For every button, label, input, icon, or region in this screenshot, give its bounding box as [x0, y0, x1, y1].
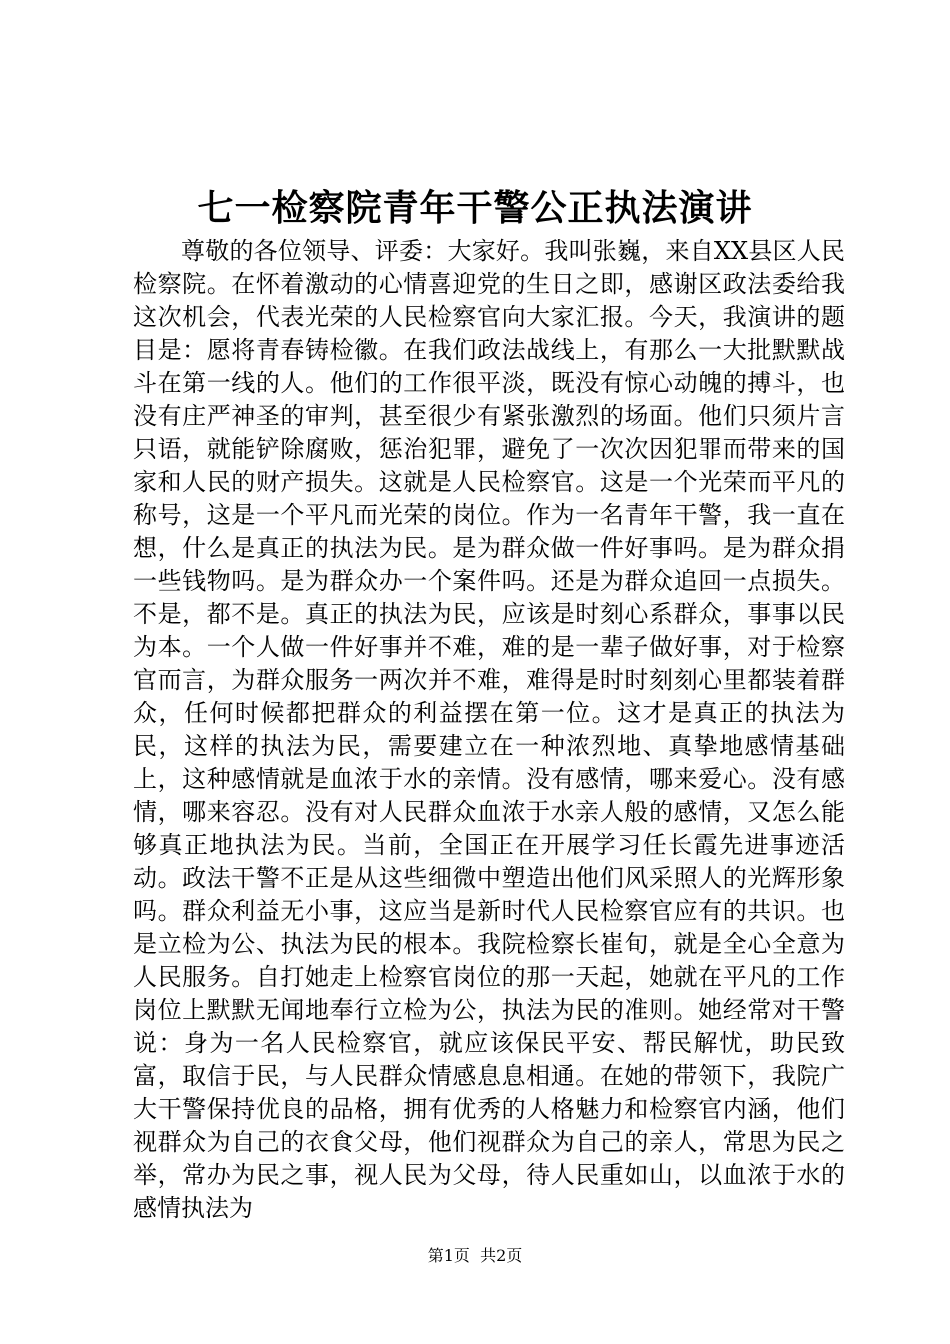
document-title: 七一检察院青年干警公正执法演讲	[197, 187, 753, 229]
page-number-current: 第1页	[427, 1246, 470, 1265]
footer-separator	[470, 1246, 480, 1265]
speech-paragraph: 尊敬的各位领导、评委：大家好。我叫张巍，来自XX县区人民检察院。在怀着激动的心情喜迎党的生日之即，感谢区政法委给我这次机会，代表光荣的人民检察官向大家汇报。今天，我演讲的题目是：愿将青春铸检徽。在我们政法战线上，有那么一大批默默战斗在第一线的人。他们的工作很平淡，既没有惊心动魄的搏斗，也没有庄严神圣的审判，甚至很少有紧张激烈的场面。他们只须片言只语，就能铲除腐败，惩治犯罪，避免了一次次因犯罪而带来的国家和人民的财产损失。这就是人民检察官。这是一个光荣而平凡的称号，这是一个平凡而光荣的岗位。作为一名青年干警，我一直在想，什么是真正的执法为民。是为群众做一件好事吗。是为群众捐一些钱物吗。是为群众办一个案件吗。还是为群众追回一点损失。不是，都不是。真正的执法为民，应该是时刻心系群众，事事以民为本。一个人做一件好事并不难，难的是一辈子做好事，对于检察官而言，为群众服务一两次并不难，难得是时时刻刻心里都装着群众，任何时候都把群众的利益摆在第一位。这才是真正的执法为民，这样的执法为民，需要建立在一种浓烈地、真挚地感情基础上，这种感情就是血浓于水的亲情。没有感情，哪来爱心。没有感情，哪来容忍。没有对人民群众血浓于水亲人般的感情，又怎么能够真正地执法为民。当前，全国正在开展学习任长霞先进事迹活动。政法干警不正是从这些细微中塑造出他们风采照人的光辉形象吗。群众利益无小事，这应当是新时代人民检察官应有的共识。也是立检为公、执法为民的根本。我院检察长崔旬，就是全心全意为人民服务。自打她走上检察官岗位的那一天起，她就在平凡的工作岗位上默默无闻地奉行立检为公，执法为民的准则。她经常对干警说：身为一名人民检察官，就应该保民平安、帮民解忧，助民致富，取信于民，与人民群众情感息息相通。在她的带领下，我院广大干警保持优良的品格，拥有优秀的人格魅力和检察官内涵，他们视群众为自己的衣食父母，他们视群众为自己的亲人，常思为民之举，常办为民之事，视人民为父母，待人民重如山，以血浓于水的感情执法为	[133, 237, 845, 1222]
page-footer	[0, 1244, 950, 1268]
page-number-total: 共2页	[480, 1246, 523, 1265]
